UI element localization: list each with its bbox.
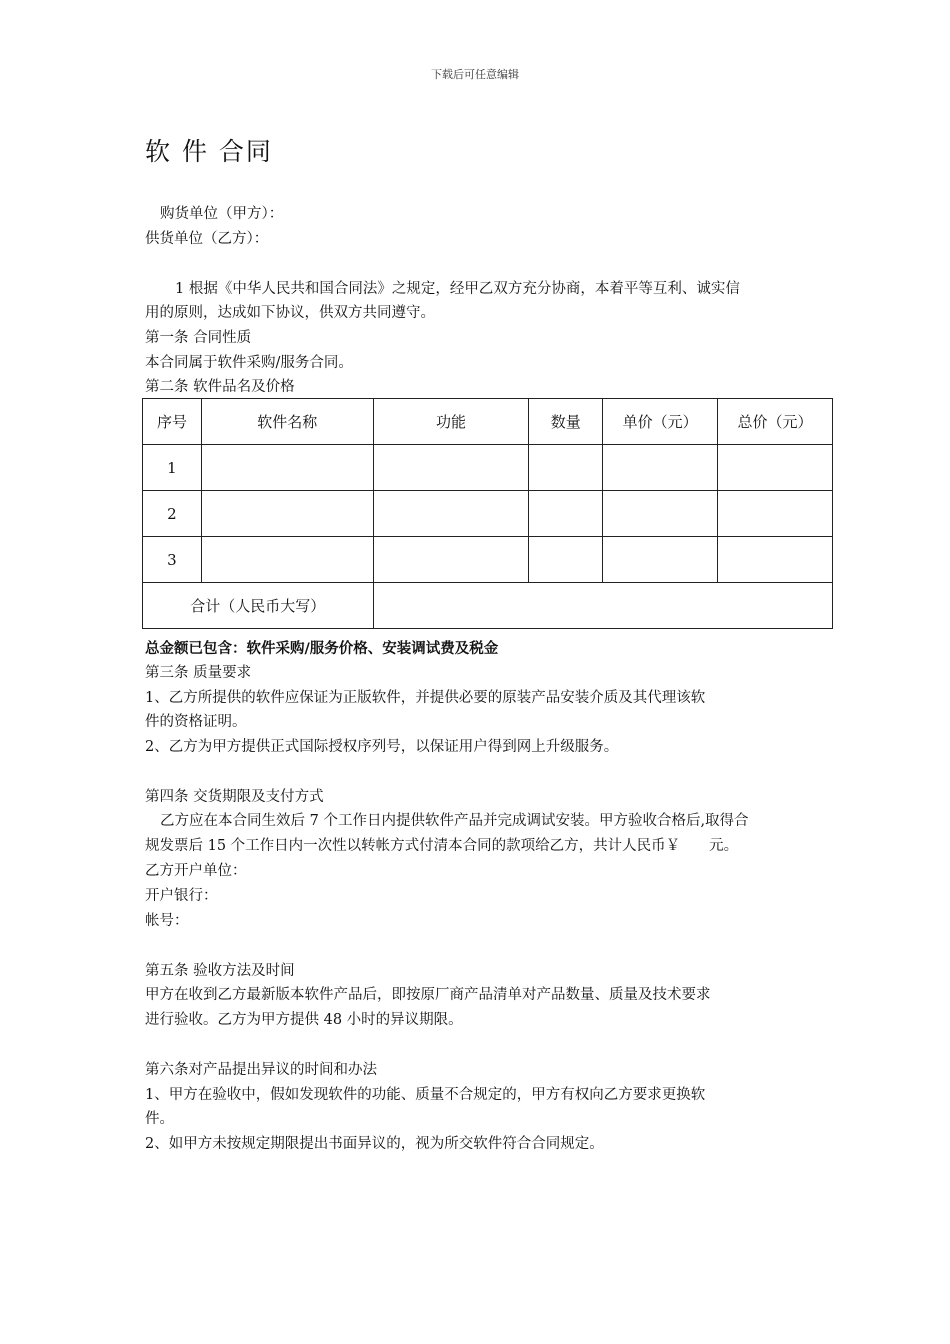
row-index: 3 (143, 537, 202, 583)
article5-title: 第五条 验收方法及时间 (145, 963, 295, 979)
cell-unit-price (603, 491, 718, 537)
article4-line1: 乙方应在本合同生效后 7 个工作日内提供软件产品并完成调试安装。甲方验收合格后,取得合 (160, 813, 749, 829)
table-total-row (143, 583, 833, 629)
article5-line2: 进行验收。乙方为甲方提供 48 小时的异议期限。 (145, 1012, 463, 1028)
header-quantity: 数量 (529, 399, 603, 445)
article3-title: 第三条 质量要求 (145, 665, 252, 681)
cell-unit-price (603, 445, 718, 491)
article6-title: 第六条对产品提出异议的时间和办法 (145, 1062, 377, 1078)
cell-software-name (201, 491, 373, 537)
table-row (143, 445, 833, 491)
cell-software-name (201, 537, 373, 583)
document-title: 软 件 合同 (145, 137, 273, 166)
article5-line1: 甲方在收到乙方最新版本软件产品后，即按原厂商产品清单对产品数量、质量及技术要求 (145, 987, 711, 1003)
table-row (143, 491, 833, 537)
article3-item1-line1: 1、乙方所提供的软件应保证为正版软件，并提供必要的原装产品安装介质及其代理该软 (145, 690, 706, 706)
intro-line-2: 用的原则，达成如下协议，供双方共同遵守。 (145, 305, 435, 321)
article6-item2: 2、如甲方未按规定期限提出书面异议的，视为所交软件符合合同规定。 (145, 1136, 604, 1152)
cell-function (373, 537, 529, 583)
article3-item2: 2、乙方为甲方提供正式国际授权序列号，以保证用户得到网上升级服务。 (145, 739, 619, 755)
header-function: 功能 (373, 399, 529, 445)
account-unit-label: 乙方开户单位： (145, 863, 247, 879)
total-label: 合计（人民币大写） (143, 583, 374, 629)
row-index: 2 (143, 491, 202, 537)
cell-unit-price (603, 537, 718, 583)
header-index: 序号 (143, 399, 202, 445)
intro-line-1: 1 根据《中华人民共和国合同法》之规定，经甲乙双方充分协商，本着平等互利、诚实信 (175, 281, 740, 297)
article6-item1-line1: 1、甲方在验收中，假如发现软件的功能、质量不合规定的，甲方有权向乙方要求更换软 (145, 1087, 706, 1103)
cell-software-name (201, 445, 373, 491)
account-number-label: 帐号： (145, 913, 189, 929)
article1-title: 第一条 合同性质 (145, 330, 252, 346)
row-index: 1 (143, 445, 202, 491)
table-header-row (143, 399, 833, 445)
header-total-price: 总价（元） (718, 399, 833, 445)
article4-title: 第四条 交货期限及支付方式 (145, 789, 324, 805)
page-header: 下载后可任意编辑 (431, 68, 519, 81)
total-value (373, 583, 832, 629)
header-software-name: 软件名称 (201, 399, 373, 445)
cell-total-price (718, 445, 833, 491)
buyer-label: 购货单位（甲方）： (160, 206, 284, 222)
cell-quantity (529, 491, 603, 537)
article3-item1-line2: 件的资格证明。 (145, 714, 247, 730)
table-row (143, 537, 833, 583)
header-unit-price: 单价（元） (603, 399, 718, 445)
cell-function (373, 445, 529, 491)
cell-quantity (529, 537, 603, 583)
article6-item1-line2: 件。 (145, 1111, 174, 1127)
total-note: 总金额已包含：软件采购/服务价格、安装调试费及税金 (145, 641, 499, 657)
article1-text: 本合同属于软件采购/服务合同。 (145, 355, 353, 371)
cell-quantity (529, 445, 603, 491)
article2-title: 第二条 软件品名及价格 (145, 379, 295, 395)
supplier-label: 供货单位（乙方）： (145, 231, 269, 247)
article4-line2: 规发票后 15 个工作日内一次性以转帐方式付清本合同的款项给乙方，共计人民币￥ 元。 (145, 838, 739, 854)
bank-label: 开户银行： (145, 888, 218, 904)
price-table (142, 398, 833, 629)
cell-function (373, 491, 529, 537)
cell-total-price (718, 537, 833, 583)
cell-total-price (718, 491, 833, 537)
